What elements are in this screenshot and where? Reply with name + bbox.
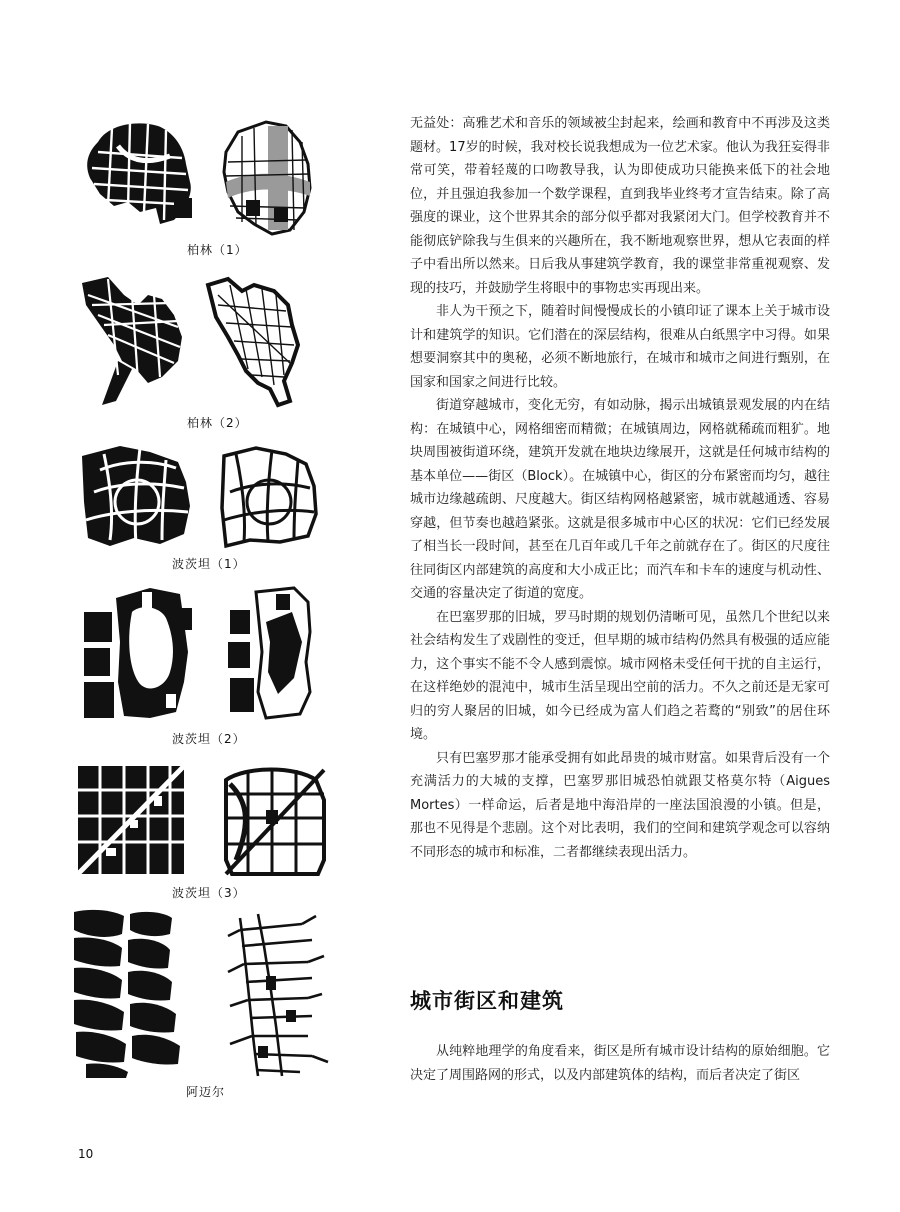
berlin-1-street-plan <box>224 122 310 234</box>
caption-berlin-2: 柏林（2） <box>187 416 248 430</box>
section-heading: 城市街区和建筑 <box>410 988 564 1013</box>
amiens-street-plan <box>228 914 328 1076</box>
paragraph: 非人为干预之下，随着时间慢慢成长的小镇印证了课本上关于城市设计和建筑学的知识。它们潜在的深层结构，很难从白纸黑字中习得。如果想要洞察其中的奥秘，必须不断地旅行，在城市和城市之间进行甄别，在国家和国家之间进行比较。 <box>410 304 830 390</box>
boston-1-street-plan <box>222 448 316 546</box>
paragraph: 街道穿越城市，变化无穷，有如动脉，揭示出城镇景观发展的内在结构：在城镇中心，网格细密而精微；在城镇周边，网格就稀疏而粗犷。地块周围被街道环绕，建筑开发就在地块边缘展开，这就是任何城市结构的基本单位——街区（Block）。在城镇中心，街区的分布紧密而均匀，越往城市边缘越疏朗、尺度越大。街区结构网格越紧密，城市就越通透、容易穿越，但节奏也越趋紧张。这就是很多城市中心区的状况：它们已经发展了相当长一段时间，甚至在几百年或几千年之前就存在了。街区的尺度往往同街区内部建筑的高度和大小成正比；而汽车和卡车的速度与机动性、交通的容量决定了街道的宽度。 <box>410 398 830 601</box>
boston-2-maps <box>80 582 330 724</box>
figure-berlin-1 <box>78 112 328 237</box>
boston-3-street-plan <box>226 768 324 874</box>
caption-boston-1: 波茨坦（1） <box>172 557 246 571</box>
caption-boston-2: 波茨坦（2） <box>172 732 246 746</box>
caption-boston-3: 波茨坦（3） <box>172 886 246 900</box>
paragraph: 无益处：高雅艺术和音乐的领域被尘封起来，绘画和教育中不再涉及这类题材。17岁的时候，我对校长说我想成为一位艺术家。他认为我狂妄得非常可笑，带着轻蔑的口吻教导我，认为即使成功只能换来低下的社会地位，并且强迫我参加一个数学课程，直到我毕业终考才宣告结束。除了高强度的课业，这个世界其余的部分似乎都对我紧闭大门。但学校教育并不能彻底铲除我与生俱来的兴趣所在，我不断地观察世界，想从它表面的样子中看出所以然来。日后我从事建筑学教育，我的课堂非常重视观察、发现的技巧，并鼓励学生将眼中的事物忠实再现出来。 <box>410 116 830 296</box>
boston-2-street-plan <box>228 588 310 718</box>
berlin-2-maps <box>78 265 328 413</box>
figure-boston-2 <box>80 582 330 724</box>
boston-3-figure-ground <box>78 766 184 874</box>
page-number: 10 <box>78 1147 94 1161</box>
body-text <box>410 112 830 864</box>
section-body-text <box>410 1040 830 1087</box>
caption-berlin-1: 柏林（1） <box>187 243 248 257</box>
figure-berlin-2 <box>78 265 328 413</box>
boston-1-figure-ground <box>82 446 190 546</box>
amiens-figure-ground <box>74 910 180 1078</box>
boston-3-maps <box>76 760 332 878</box>
caption-amiens: 阿迈尔 <box>186 1085 226 1099</box>
amiens-maps <box>72 906 336 1078</box>
paragraph: 在巴塞罗那的旧城，罗马时期的规划仍清晰可见，虽然几个世纪以来社会结构发生了戏剧性的变迁，但早期的城市结构仍然具有极强的适应能力，这个事实不能不令人感到震惊。城市网格未受任何干扰的自主运行，在这样绝妙的混沌中，城市生活呈现出空前的活力。不久之前还是无家可归的穷人聚居的旧城，如今已经成为富人们趋之若鹜的“别致”的居住环境。 <box>410 609 830 742</box>
boston-1-maps <box>80 442 330 550</box>
paragraph: 从纯粹地理学的角度看来，街区是所有城市设计结构的原始细胞。它决定了周围路网的形式，以及内部建筑体的结构，而后者决定了街区 <box>410 1044 830 1083</box>
figure-amiens <box>72 906 336 1078</box>
figure-boston-1 <box>80 442 330 550</box>
figure-boston-3 <box>76 760 332 878</box>
paragraph: 只有巴塞罗那才能承受拥有如此昂贵的城市财富。如果背后没有一个充满活力的大城的支撑，巴塞罗那旧城恐怕就跟艾格莫尔特（Aigues Mortes）一样命运，后者是地中海沿岸的一座法国浪漫的小镇。但是，那也不见得是个悲剧。这个对比表明，我们的空间和建筑学观念可以容纳不同形态的城市和标准，二者都继续表现出活力。 <box>410 750 830 860</box>
berlin-2-street-plan <box>208 279 298 405</box>
berlin-1-maps <box>78 112 328 237</box>
